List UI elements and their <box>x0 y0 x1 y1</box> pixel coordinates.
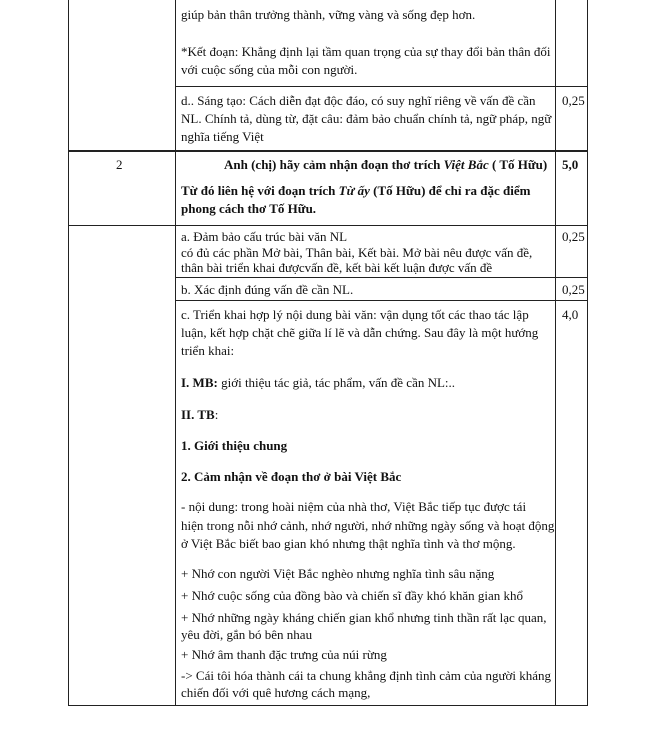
creativity-line2: NL. Chính tả, dùng từ, đặt câu: đảm bảo chuẩn chính tả, ngữ pháp, ngữ <box>181 111 552 126</box>
table-border-left <box>68 0 69 706</box>
question-title-text: Anh (chị) hãy cảm nhận đoạn thơ trích <box>224 157 444 172</box>
creativity-line1: d.. Sáng tạo: Cách diễn đạt độc đáo, có suy nghĩ riêng về vấn đề cần <box>181 93 536 108</box>
row-line-2 <box>68 150 587 152</box>
row-line-5 <box>175 300 587 301</box>
content-line1: - nội dung: trong hoài niệm của nhà thơ, Việt Bắc tiếp tục được tái <box>181 499 527 514</box>
table-divider-score <box>555 0 556 706</box>
outline-mb-text: giới thiệu tác giả, tác phẩm, vấn đề cần NL:.. <box>217 375 456 390</box>
criterion-a-line2: có đủ các phần Mở bài, Thân bài, Kết bài. Mở bài nêu được vấn đề, <box>181 245 533 260</box>
conclusion-paragraph-line2: với cuộc sống của mỗi con người. <box>181 62 358 77</box>
content-line2: hiện trong nỗi nhớ cảnh, nhớ người, nhớ những ngày sống và hoạt động <box>181 518 555 533</box>
outline-tb <box>181 406 218 424</box>
content-line3: ở Việt Bắc biết bao gian khó nhưng thật nghĩa tình và thơ mộng. <box>181 536 516 551</box>
question-title-author: ( Tố Hữu) <box>488 157 548 172</box>
question-subtitle-work: Từ ấy <box>338 183 370 198</box>
criterion-c-line2: luận, kết hợp chặt chẽ giữa lí lẽ và dẫn chứng. Sau đây là một hướng <box>181 325 539 340</box>
conclusion-paragraph-line1: *Kết đoạn: Khẳng định lại tầm quan trọng của sự thay đổi bản thân đối <box>181 44 551 59</box>
criterion-a-line1: a. Đảm bảo cấu trúc bài văn NL <box>181 229 348 244</box>
row-line-3 <box>68 225 587 226</box>
creativity-score: 0,25 <box>562 93 585 108</box>
memory-item-1: + Nhớ con người Việt Bắc nghèo nhưng nghĩa tình sâu nặng <box>181 566 495 581</box>
question-title-work: Việt Bắc <box>443 157 489 172</box>
memory-item-3-line2: yêu đời, gắn bó bên nhau <box>181 627 313 642</box>
criterion-c-score: 4,0 <box>562 307 579 322</box>
table-border-bottom <box>68 705 587 706</box>
outline-mb <box>181 374 455 392</box>
criterion-c-line1: c. Triển khai hợp lý nội dung bài văn: vận dụng tốt các thao tác lập <box>181 307 529 322</box>
outline-tb-label: II. TB <box>181 407 215 422</box>
memory-item-4: + Nhớ âm thanh đặc trưng của núi rừng <box>181 647 387 662</box>
outline-tb-colon: : <box>214 407 219 422</box>
outline-heading-1: 1. Giới thiệu chung <box>181 438 288 453</box>
question-number: 2 <box>116 157 123 172</box>
criterion-b-score: 0,25 <box>562 282 585 297</box>
conclusion-arrow-line1: -> Cái tôi hóa thành cái ta chung khẳng định tình cảm của người kháng <box>181 668 551 683</box>
prev-paragraph: giúp bản thân trưởng thành, vững vàng và sống đẹp hơn. <box>181 7 476 22</box>
memory-item-3-line1: + Nhớ những ngày kháng chiến gian khổ nhưng tinh thần rất lạc quan, <box>181 610 547 625</box>
row-line-1 <box>175 86 587 87</box>
memory-item-2: + Nhớ cuộc sống của đồng bào và chiến sĩ đầy khó khăn gian khổ <box>181 588 524 603</box>
question-title <box>224 156 547 174</box>
outline-mb-label: I. MB: <box>181 375 218 390</box>
criterion-c-line3: triển khai: <box>181 343 235 358</box>
question-subtitle-line1 <box>181 182 530 200</box>
criterion-b-line1: b. Xác định đúng vấn đề cần NL. <box>181 282 354 297</box>
conclusion-arrow-line2: chiến đối với quê hương cách mạng, <box>181 685 371 700</box>
table-divider-number <box>175 0 176 706</box>
question-subtitle-text: Từ đó liên hệ với đoạn trích <box>181 183 339 198</box>
creativity-line3: nghĩa tiếng Việt <box>181 129 264 144</box>
question-score: 5,0 <box>562 157 579 172</box>
outline-heading-2: 2. Cảm nhận về đoạn thơ ở bài Việt Bắc <box>181 469 402 484</box>
question-subtitle-rest: (Tố Hữu) để chỉ ra đặc điểm <box>369 183 531 198</box>
row-line-4 <box>175 277 587 278</box>
table-border-right <box>587 0 588 706</box>
question-subtitle-line2: phong cách thơ Tố Hữu. <box>181 201 317 216</box>
criterion-a-line3: thân bài triển khai đượcvấn đề, kết bài kết luận được vấn đề <box>181 260 493 275</box>
criterion-a-score: 0,25 <box>562 229 585 244</box>
